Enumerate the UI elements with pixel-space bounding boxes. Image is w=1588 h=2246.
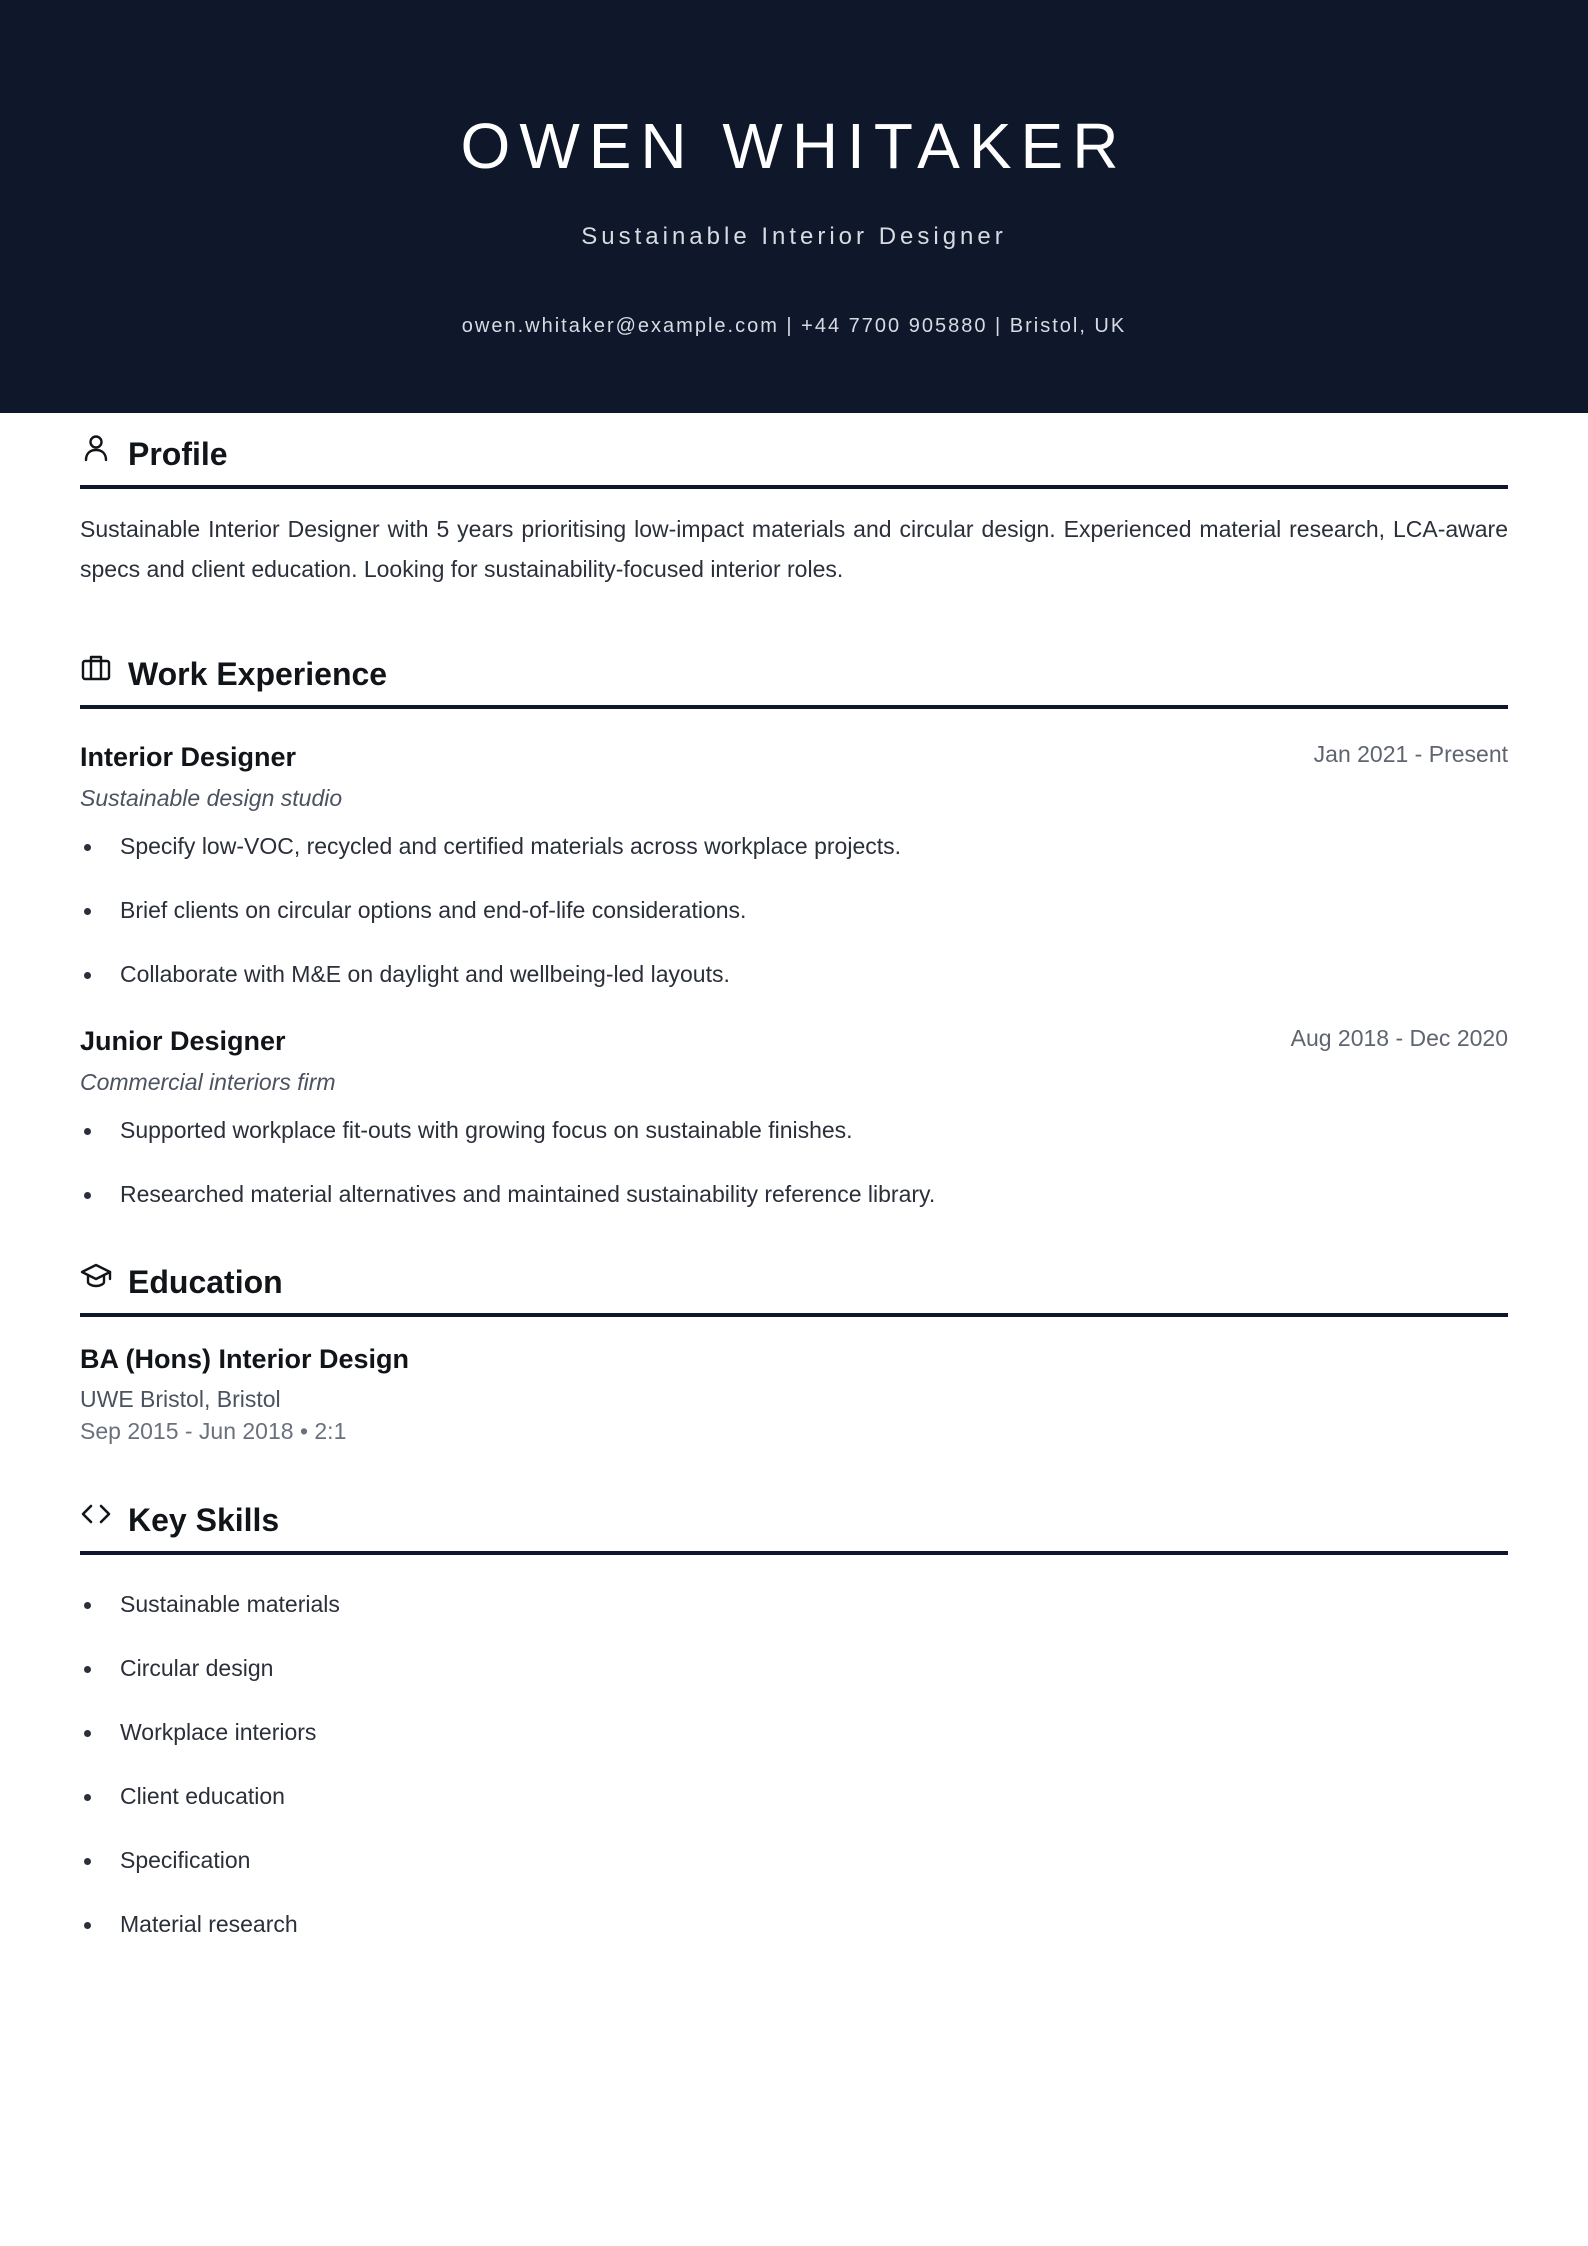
list-item: Researched material alternatives and maintained sustainability reference library.: [80, 1177, 1508, 1211]
skills-heading: [80, 1479, 1508, 1555]
job-title: Junior Designer: [80, 1026, 286, 1056]
skills-title: Key Skills: [128, 1502, 280, 1538]
degree-title: BA (Hons) Interior Design: [80, 1344, 410, 1374]
job-dates: Jan 2021 - Present: [1313, 741, 1508, 767]
list-item: Brief clients on circular options and end-of-life considerations.: [80, 893, 1508, 927]
job-bullets: [80, 1113, 1508, 1211]
education-dates: Sep 2015 - Jun 2018 • 2:1: [80, 1418, 347, 1444]
job-entry: [80, 1021, 1508, 1211]
list-item: Supported workplace fit-outs with growing focus on sustainable finishes.: [80, 1113, 1508, 1147]
skills-section: [80, 1479, 1508, 1941]
list-item: Client education: [80, 1779, 1508, 1813]
list-item: Workplace interiors: [80, 1715, 1508, 1749]
profile-summary: Sustainable Interior Designer with 5 years prioritising low-impact materials and circular design. Experienced material research, LCA-aware specs and client education. Looking for sustainability-focused interior roles.: [80, 516, 1508, 582]
job-company: Sustainable design studio: [80, 785, 343, 811]
contact-line: owen.whitaker@example.com | +44 7700 905880 | Bristol, UK: [461, 315, 1127, 337]
profile-heading: [80, 413, 1508, 489]
job-entry: [80, 737, 1508, 991]
education-title: Education: [128, 1264, 283, 1300]
job-company: Commercial interiors firm: [80, 1069, 336, 1095]
experience-title: Work Experience: [128, 656, 388, 692]
school-name: UWE Bristol, Bristol: [80, 1386, 281, 1412]
education-section: [80, 1241, 1508, 1447]
graduation-cap-icon: [80, 1260, 112, 1292]
user-icon: [80, 432, 112, 464]
list-item: Specify low-VOC, recycled and certified materials across workplace projects.: [80, 829, 1508, 863]
list-item: Circular design: [80, 1651, 1508, 1685]
briefcase-icon: [80, 652, 112, 684]
candidate-name: OWEN WHITAKER: [460, 110, 1128, 182]
list-item: Material research: [80, 1907, 1508, 1941]
list-item: Sustainable materials: [80, 1587, 1508, 1621]
job-dates: Aug 2018 - Dec 2020: [1290, 1025, 1508, 1051]
candidate-role: Sustainable Interior Designer: [581, 223, 1007, 250]
job-title: Interior Designer: [80, 742, 297, 772]
list-item: Specification: [80, 1843, 1508, 1877]
resume-header: [0, 0, 1588, 413]
experience-heading: [80, 633, 1508, 709]
skills-list: [80, 1587, 1508, 1941]
code-icon: [80, 1498, 112, 1530]
profile-section: [80, 413, 1508, 589]
profile-title: Profile: [128, 436, 228, 472]
list-item: Collaborate with M&E on daylight and wellbeing-led layouts.: [80, 957, 1508, 991]
job-bullets: [80, 829, 1508, 991]
resume-body: [80, 413, 1508, 1971]
education-heading: [80, 1241, 1508, 1317]
experience-section: [80, 633, 1508, 1211]
